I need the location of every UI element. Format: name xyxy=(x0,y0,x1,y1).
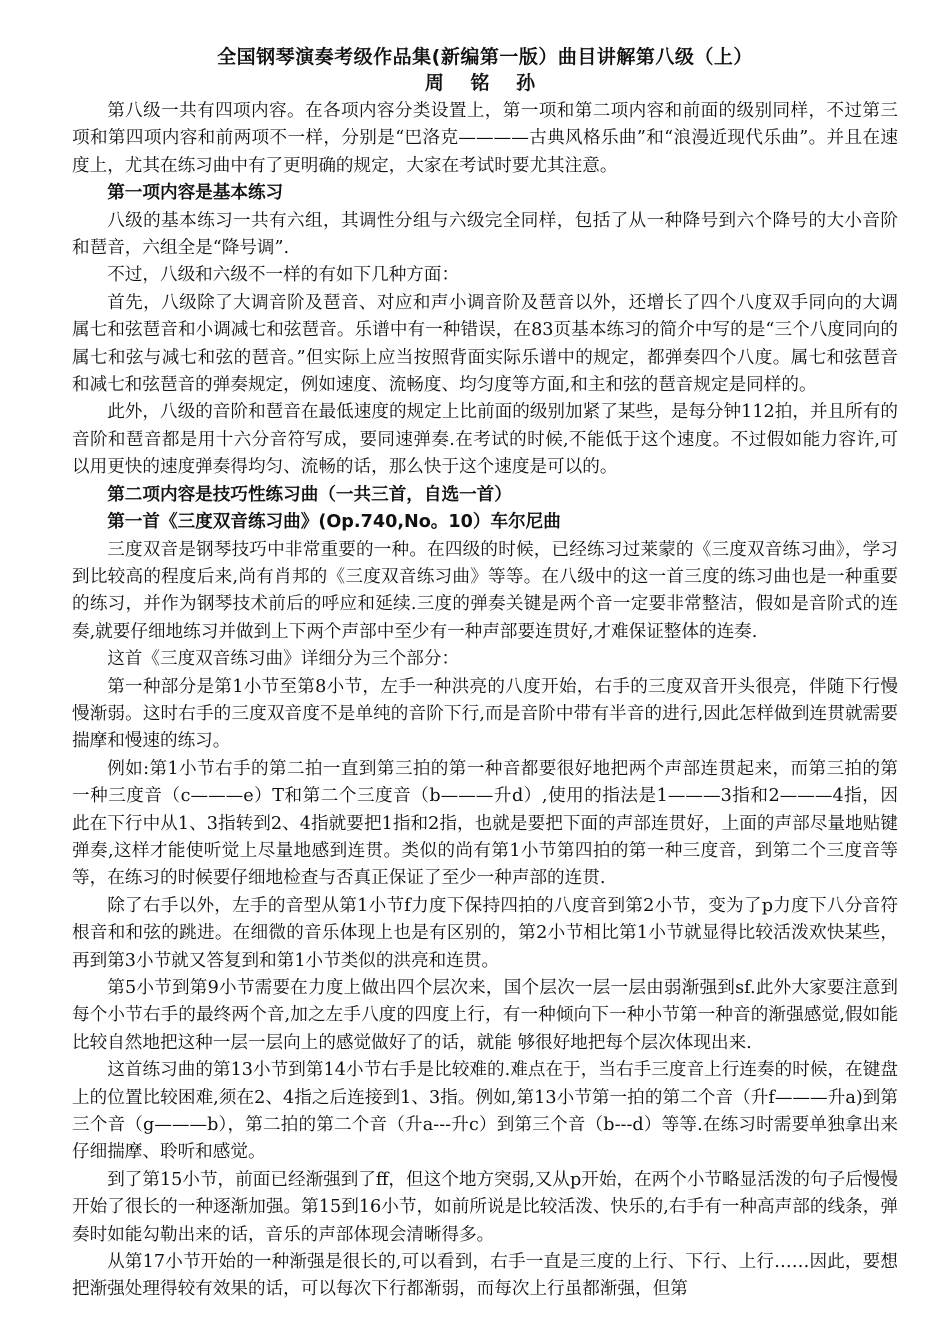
paragraph: 第八级一共有四项内容。在各项内容分类设置上，第一项和第二项内容和前面的级别同样，不过第三项和第四项内容和前两项不一样，分别是“巴洛克————古典风格乐曲”和“浪漫近现代乐曲”。并且在速度上，尤其在练习曲中有了更明确的规定，大家在考试时要尤其注意。 xyxy=(72,101,898,176)
section-heading: 第二项内容是技巧性练习曲（一共三首，自选一首） xyxy=(107,484,512,505)
paragraph: 第5小节到第9小节需要在力度上做出四个层次来，国个层次一层一层由弱渐强到sf.此外大家要注意到每个小节右手的最终两个音,加之左手八度的四度上行，有一种倾向下一种小节第一种音的渐强感觉,假如能比较自然地把这种一层一层向上的感觉做好了的话，就能 够很好地把每个层次体现出来. xyxy=(72,978,898,1053)
author-name: 周 铭 孙 xyxy=(424,72,546,94)
paragraph: 此外，八级的音阶和琶音在最低速度的规定上比前面的级别加紧了某些，是每分钟112拍，并且所有的音阶和琶音都是用十六分音符写成，要同速弹奏.在考试的时候,不能低于这个速度。不过假如能力容许,可以用更快的速度弹奏得均匀、流畅的话，那么快于这个速度是可以的。 xyxy=(72,402,898,478)
section-heading: 第一项内容是基本练习 xyxy=(107,183,284,204)
paragraph: 这首练习曲的第13小节到第14小节右手是比较难的.难点在于，当右手三度音上行连奏的时候，在键盘上的位置比较困难,须在2、4指之后连接到1、3指。例如,第13小节第一拍的第二个音（升f———升a)到第三个音（g———b），第二拍的第二个音（升a---升c）到第三个音（b---d）等等.在练习时需要单独拿出来仔细揣摩、聆听和感觉。 xyxy=(72,1060,898,1163)
paragraph: 例如:第1小节右手的第二拍一直到第三拍的第一种音都要很好地把两个声部连贯起来，而第三拍的第一种三度音（c———e）T和第二个三度音（b———升d）,使用的指法是1———3指和2———4指，因此在下行中从1、3指转到2、4指就要把1指和2指，也就是要把下面的声部连贯好，上面的声部尽量地贴键弹奏,这样才能使听觉上尽量地感到连贯。类似的尚有第1小节第四拍的第一种三度音，到第二个三度音等等，在练习的时候要仔细地检查与否真正保证了至少一种声部的连贯. xyxy=(72,758,898,889)
paragraph: 从第17小节开始的一种渐强是很长的,可以看到，右手一直是三度的上行、下行、上行……因此，要想把渐强处理得较有效果的话，可以每次下行都渐弱，而每次上行虽都渐强，但第 xyxy=(72,1252,898,1300)
paragraph: 三度双音是钢琴技巧中非常重要的一种。在四级的时候，已经练习过莱蒙的《三度双音练习曲》，学习到比较高的程度后来,尚有肖邦的《三度双音练习曲》等等。在八级中的这一首三度的练习曲也是一种重要的练习，并作为钢琴技术前后的呼应和延续.三度的弹奏关键是两个音一定要非常整洁，假如是音阶式的连奏,就要仔细地练习并做到上下两个声部中至少有一种声部要连贯好,才难保证整体的连奏. xyxy=(72,539,898,642)
paragraph: 除了右手以外，左手的音型从第1小节f力度下保持四拍的八度音到第2小节，变为了p力度下八分音符根音和和弦的跳进。在细微的音乐体现上也是有区别的，第2小节相比第1小节就显得比较活泼欢快某些，再到第3小节就又答复到和第1小节类似的洪亮和连贯。 xyxy=(72,895,898,971)
paragraph: 第一种部分是第1小节至第8小节，左手一种洪亮的八度开始，右手的三度双音开头很亮，伴随下行慢慢渐弱。这时右手的三度双音度不是单纯的音阶下行,而是音阶中带有半音的进行,因此怎样做到连贯就需要揣摩和慢速的练习。 xyxy=(72,676,898,752)
paragraph: 这首《三度双音练习曲》详细分为三个部分： xyxy=(107,649,460,670)
paragraph: 八级的基本练习一共有六组，其调性分组与六级完全同样，包括了从一种降号到六个降号的大小音阶和琶音，六组全是“降号调”. xyxy=(72,210,898,259)
paragraph: 不过，八级和六级不一样的有如下几种方面： xyxy=(107,265,460,286)
document-title: 全国钢琴演奏考级作品集(新编第一版）曲目讲解第八级（上） xyxy=(217,46,753,68)
document-body xyxy=(72,98,898,1304)
paragraph: 首先，八级除了大调音阶及琶音、对应和声小调音阶及琶音以外，还增长了四个八度双手同向的大调属七和弦琶音和小调减七和弦琶音。乐谱中有一种错误，在83页基本练习的简介中写的是“三个八度同向的属七和弦与减七和弦的琶音。”但实际上应当按照背面实际乐谱中的规定，都弹奏四个八度。属七和弦琶音和减七和弦琶音的弹奏规定，例如速度、流畅度、均匀度等方面,和主和弦的琶音规定是同样的。 xyxy=(72,292,898,396)
paragraph: 到了第15小节，前面已经渐强到了ff，但这个地方突弱,又从p开始，在两个小节略显活泼的句子后慢慢开始了很长的一种逐渐加强。第15到16小节，如前所说是比较活泼、快乐的,右手有一种高声部的线条，弹奏时如能勾勒出来的话，音乐的声部体现会清晰得多。 xyxy=(72,1169,898,1245)
subsection-heading: 第一首《三度双音练习曲》(Op.740,No。10）车尔尼曲 xyxy=(107,512,561,533)
document-page xyxy=(72,44,898,1304)
